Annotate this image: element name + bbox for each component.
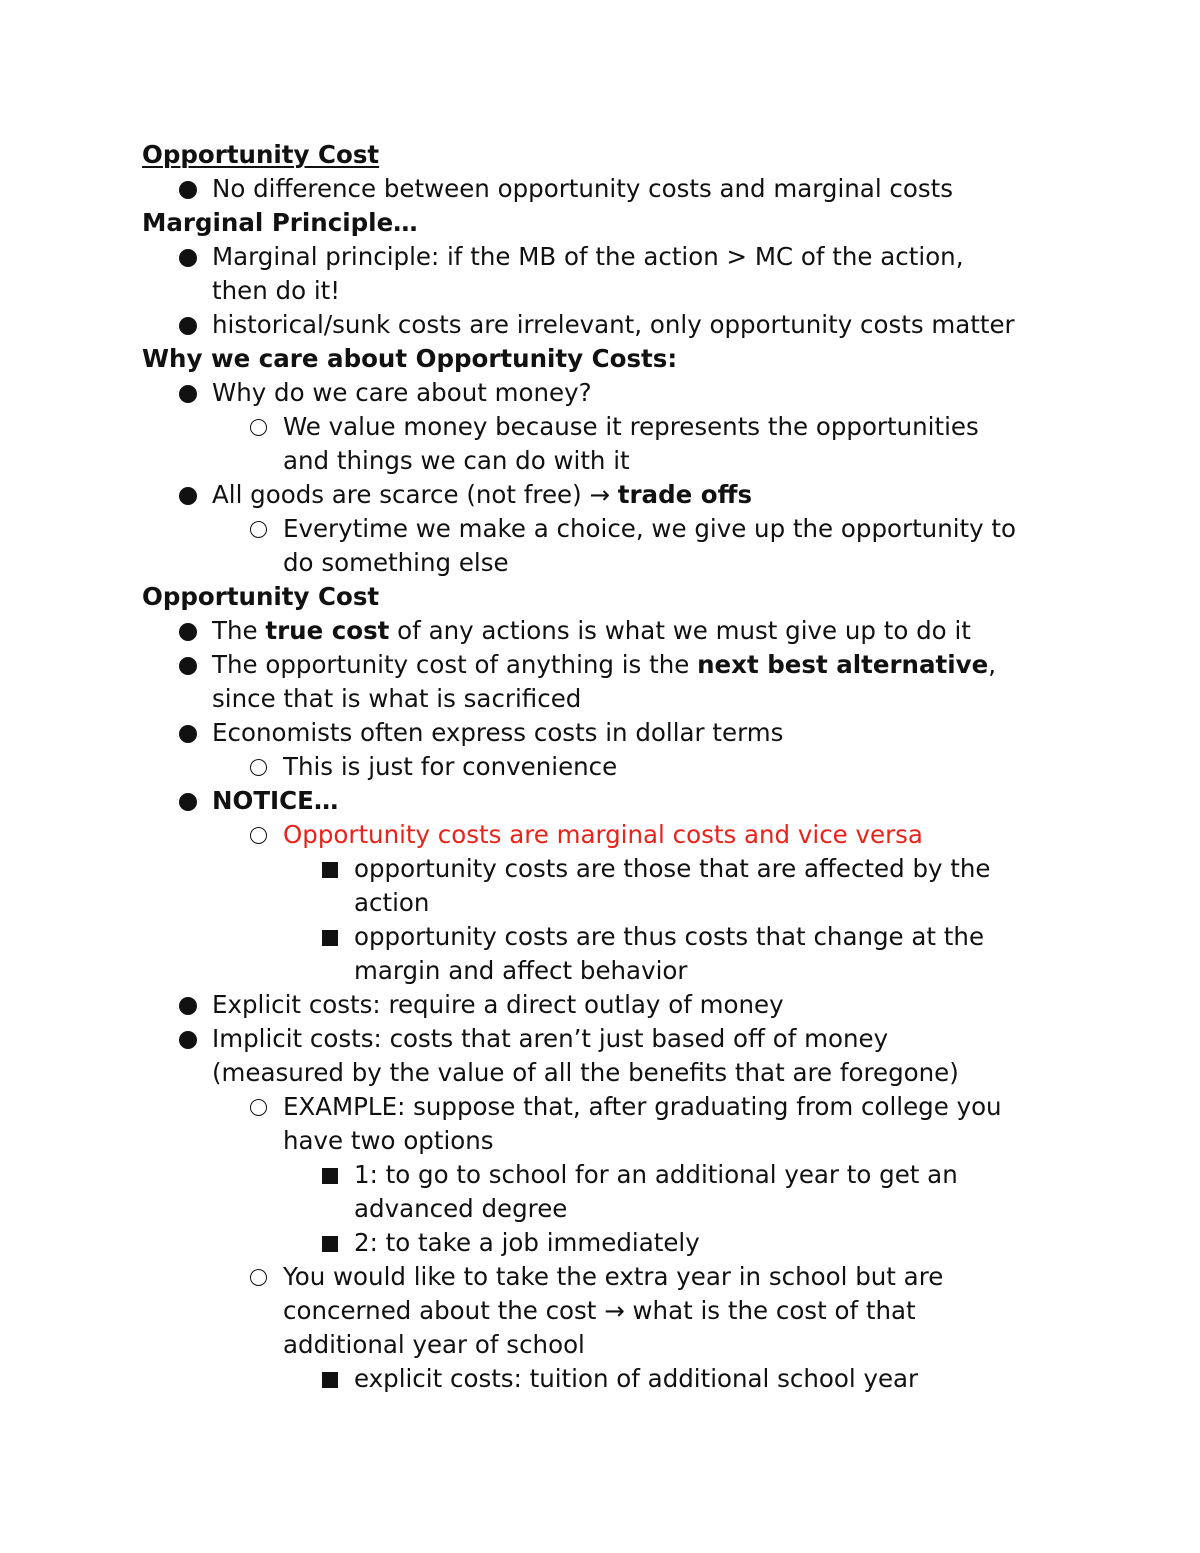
sub-sub-list-item: 1: to go to school for an additional year to get an <box>142 1158 1062 1192</box>
bullet-circle-icon <box>250 759 267 776</box>
sub-list-item-continuation: additional year of school <box>283 1330 585 1359</box>
sub-sub-list-item-continuation: action <box>354 888 430 917</box>
sub-sub-list-item: opportunity costs are those that are affected by the <box>142 852 1062 886</box>
sub-list-item-continuation: do something else <box>283 548 509 577</box>
bullet-disc-icon <box>179 997 197 1015</box>
bullet-disc-icon <box>179 317 197 335</box>
bullet-disc-icon <box>179 487 197 505</box>
list-item: NOTICE… <box>142 784 1062 818</box>
bullet-square-icon <box>322 1236 338 1252</box>
document-body <box>142 138 1062 1396</box>
list-item: The opportunity cost of anything is the next best alternative, <box>142 648 1062 682</box>
bullet-square-icon <box>322 1168 338 1184</box>
sub-list-item-continuation: concerned about the cost → what is the cost of that <box>283 1296 916 1325</box>
bullet-disc-icon <box>179 249 197 267</box>
list-item-continuation: then do it! <box>212 276 341 305</box>
sub-sub-list-item-continuation: advanced degree <box>354 1194 568 1223</box>
bullet-circle-icon <box>250 1269 267 1286</box>
bullet-circle-icon <box>250 419 267 436</box>
heading-opportunity-cost: Opportunity Cost <box>142 140 380 169</box>
heading-why-we-care: Why we care about Opportunity Costs: <box>142 344 678 373</box>
sub-list-item <box>142 818 1062 852</box>
list-item: Implicit costs: costs that aren’t just based off of money <box>142 1022 1062 1056</box>
heading-opportunity-cost-2: Opportunity Cost <box>142 582 380 611</box>
sub-sub-list-item: explicit costs: tuition of additional school year <box>142 1362 1062 1396</box>
bullet-disc-icon <box>179 725 197 743</box>
sub-list-item: This is just for convenience <box>142 750 1062 784</box>
list-item: No difference between opportunity costs and marginal costs <box>142 172 1062 206</box>
sub-sub-list-item: 2: to take a job immediately <box>142 1226 1062 1260</box>
sub-list-item: You would like to take the extra year in school but are <box>142 1260 1062 1294</box>
list-item: Why do we care about money? <box>142 376 1062 410</box>
sub-sub-list-item: opportunity costs are thus costs that change at the <box>142 920 1062 954</box>
list-item: All goods are scarce (not free) → trade offs <box>142 478 1062 512</box>
bullet-square-icon <box>322 862 338 878</box>
bullet-circle-icon <box>250 521 267 538</box>
bullet-disc-icon <box>179 623 197 641</box>
list-item: Economists often express costs in dollar terms <box>142 716 1062 750</box>
highlighted-text: Opportunity costs are marginal costs and vice versa <box>283 820 923 849</box>
list-item: Marginal principle: if the MB of the action > MC of the action, <box>142 240 1062 274</box>
bullet-disc-icon <box>179 793 197 811</box>
list-item-continuation: since that is what is sacrificed <box>212 684 582 713</box>
list-item-continuation: (measured by the value of all the benefits that are foregone) <box>212 1058 959 1087</box>
list-item: Explicit costs: require a direct outlay of money <box>142 988 1062 1022</box>
bullet-disc-icon <box>179 1031 197 1049</box>
sub-sub-list-item-continuation: margin and affect behavior <box>354 956 688 985</box>
bullet-disc-icon <box>179 385 197 403</box>
sub-list-item: EXAMPLE: suppose that, after graduating from college you <box>142 1090 1062 1124</box>
sub-list-item-continuation: have two options <box>283 1126 494 1155</box>
bullet-square-icon <box>322 930 338 946</box>
sub-list-item: We value money because it represents the opportunities <box>142 410 1062 444</box>
sub-list-item: Everytime we make a choice, we give up the opportunity to <box>142 512 1062 546</box>
bullet-circle-icon <box>250 1099 267 1116</box>
list-item: The true cost of any actions is what we must give up to do it <box>142 614 1062 648</box>
bullet-square-icon <box>322 1372 338 1388</box>
bullet-circle-icon <box>250 827 267 844</box>
heading-marginal-principle: Marginal Principle… <box>142 208 418 237</box>
bullet-disc-icon <box>179 657 197 675</box>
list-item: historical/sunk costs are irrelevant, only opportunity costs matter <box>142 308 1062 342</box>
bullet-disc-icon <box>179 181 197 199</box>
sub-list-item-continuation: and things we can do with it <box>283 446 630 475</box>
